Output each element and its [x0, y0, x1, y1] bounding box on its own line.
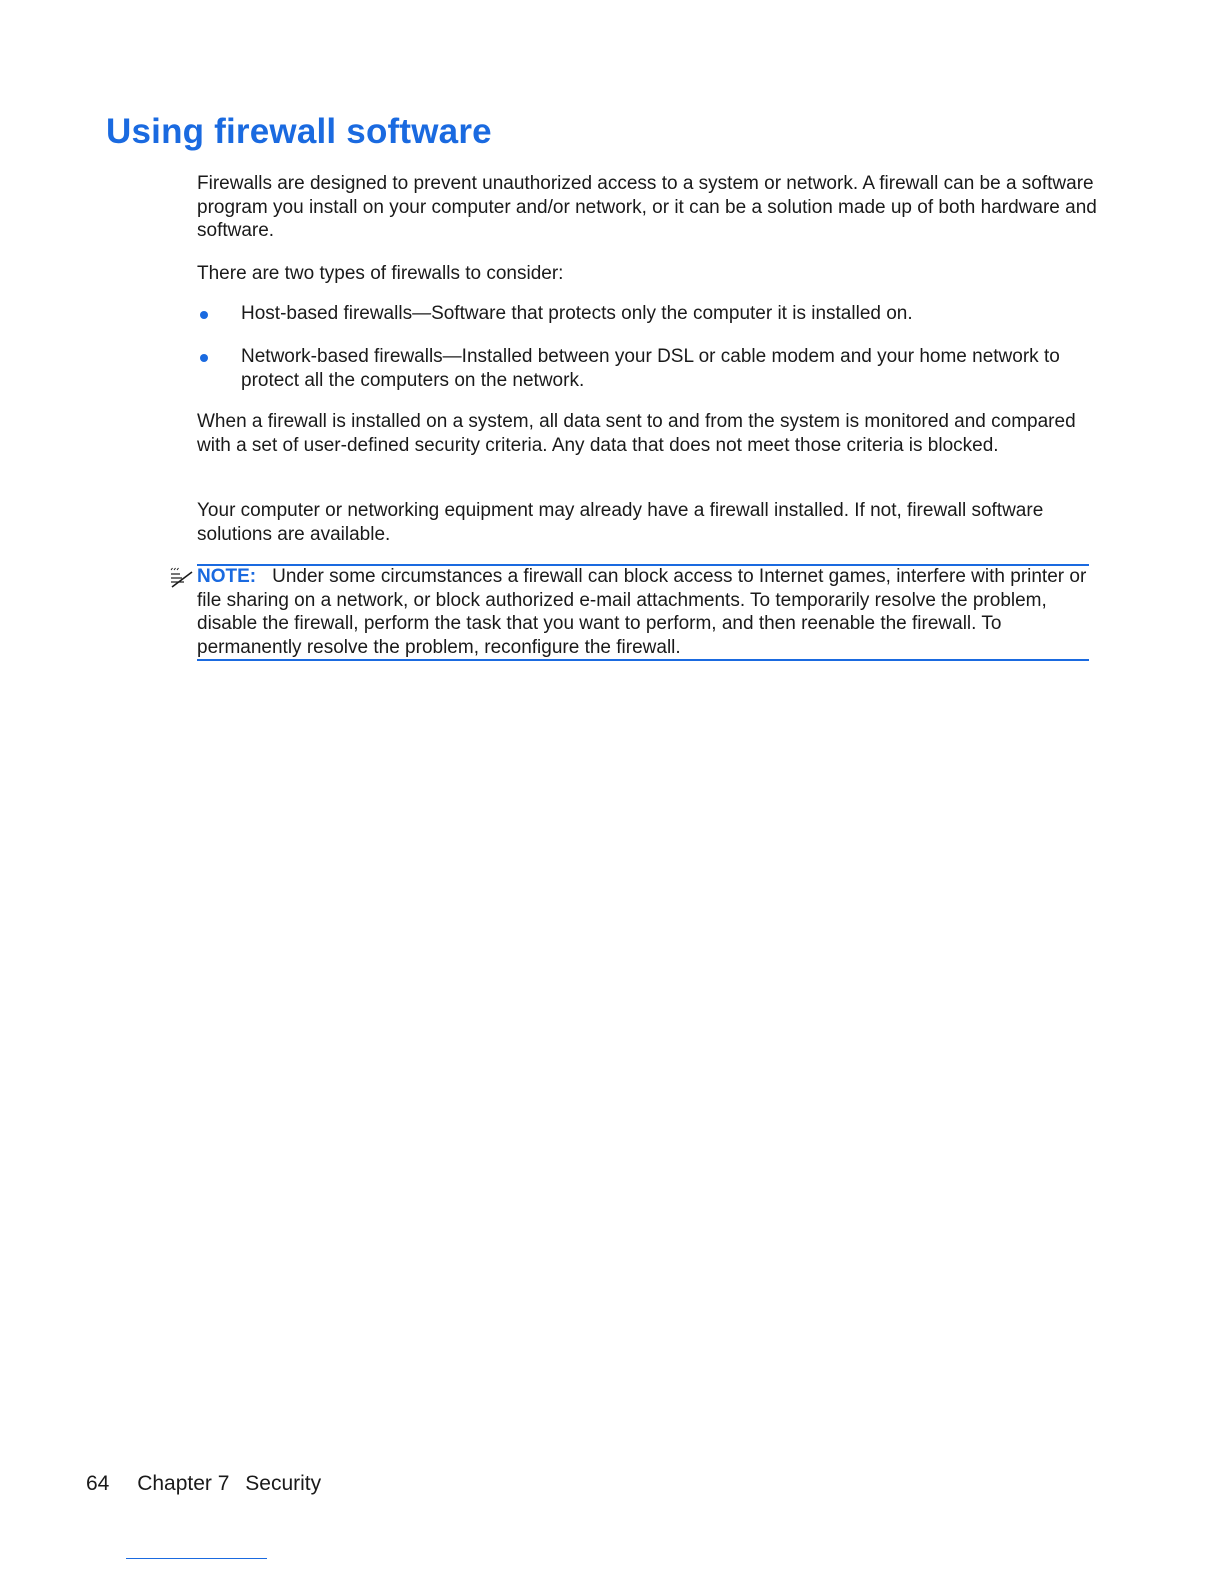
note-text: Under some circumstances a firewall can block access to Internet games, interfere with printer or file sharing on a network, or block authorized e-mail attachments. To temporarily resolve the problem, disable the firewall, perform the task that you want to perform, and then reenable the firewall. To permanently resolve the problem, reconfigure the firewall. [197, 566, 1087, 658]
bullet-icon [200, 354, 208, 362]
list-item-text: Host-based firewalls—Software that protects only the computer it is installed on. [241, 303, 913, 324]
note-label: NOTE: [197, 566, 257, 587]
footer-rule [126, 1558, 267, 1559]
note-block [197, 565, 1089, 659]
types-intro-paragraph: There are two types of firewalls to consider: [197, 263, 564, 284]
intro-paragraph: Firewalls are designed to prevent unauthorized access to a system or network. A firewall can be a software program you install on your computer and/or network, or it can be a solution made up of both hardware and software. [197, 173, 1097, 241]
note-bottom-rule [197, 659, 1089, 661]
bullet-icon [200, 311, 208, 319]
note-icon [168, 566, 196, 590]
list-item-text: Network-based firewalls—Installed between your DSL or cable modem and your home network to protect all the computers on the network. [241, 346, 1060, 391]
section-label: Security [245, 1472, 322, 1495]
page-number: 64 [86, 1472, 110, 1495]
page-title: Using firewall software [106, 112, 492, 151]
chapter-label: Chapter 7 [137, 1472, 230, 1495]
availability-paragraph: Your computer or networking equipment may already have a firewall installed. If not, firewall software solutions are available. [197, 500, 1044, 545]
monitoring-paragraph: When a firewall is installed on a system, all data sent to and from the system is monitored and compared with a set of user-defined security criteria. Any data that does not meet those criteria is blocked. [197, 411, 1076, 456]
page-footer [86, 1472, 343, 1496]
